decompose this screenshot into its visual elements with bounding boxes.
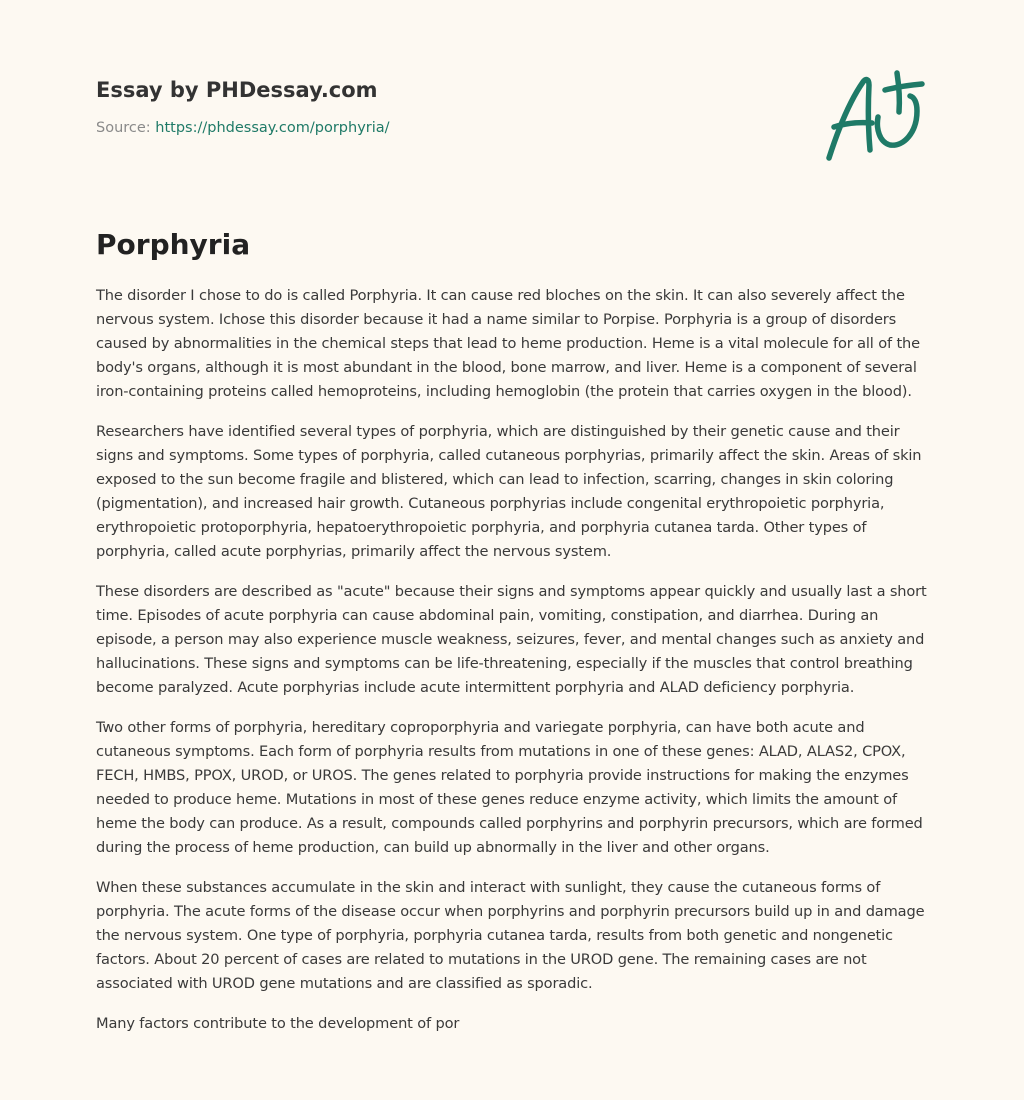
essay-body [96,284,932,1052]
essay-title: Porphyria [96,228,251,261]
essay-paragraph: Researchers have identified several types of porphyria, which are distinguished by their genetic cause and their signs and symptoms. Some types of porphyria, called cutaneous porphyrias, primarily affect the skin. Areas of skin exposed to the sun become fragile and blistered, which can lead to infection, scarring, changes in skin coloring (pigmentation), and increased hair growth. Cutaneous porphyrias include congenital erythropoietic porphyria, erythropoietic protoporphyria, hepatoerythropoietic porphyria, and porphyria cutanea tarda. Other types of porphyria, called acute porphyrias, primarily affect the nervous system. [96,423,922,560]
source-link[interactable]: https://phdessay.com/porphyria/ [155,120,390,136]
essay-paragraph: The disorder I chose to do is called Porphyria. It can cause red bloches on the skin. It can also severely affect the nervous system. Ichose this disorder because it had a name similar to Porpise. Porphyria is a group of disorders caused by abnormalities in the chemical steps that lead to heme production. Heme is a vital molecule for all of the body's organs, although it is most abundant in the blood, bone marrow, and liver. Heme is a component of several iron-containing proteins called hemoproteins, including hemoglobin (the protein that carries oxygen in the blood). [96,287,920,400]
source-label: Source: [96,120,151,136]
a-plus-logo-icon [822,66,926,166]
page-header [96,74,390,138]
essay-paragraph: Two other forms of porphyria, hereditary coproporphyria and variegate porphyria, can have both acute and cutaneous symptoms. Each form of porphyria results from mutations in one of these genes: ALAD, ALAS2, CPOX, FECH, HMBS, PPOX, UROD, or UROS. The genes related to porphyria provide instructions for making the enzymes needed to produce heme. Mutations in most of these genes reduce enzyme activity, which limits the amount of heme the body can produce. As a result, compounds called porphyrins and porphyrin precursors, which are formed during the process of heme production, can build up abnormally in the liver and other organs. [96,719,923,856]
essay-paragraph: Many factors contribute to the development of por [96,1015,460,1032]
source-line [96,118,390,138]
essay-paragraph: These disorders are described as "acute" because their signs and symptoms appear quickly and usually last a short time. Episodes of acute porphyria can cause abdominal pain, vomiting, constipation, and diarrhea. During an episode, a person may also experience muscle weakness, seizures, fever, and mental changes such as anxiety and hallucinations. These signs and symptoms can be life-threatening, especially if the muscles that control breathing become paralyzed. Acute porphyrias include acute intermittent porphyria and ALAD deficiency porphyria. [96,583,927,696]
essay-paragraph: When these substances accumulate in the skin and interact with sunlight, they cause the cutaneous forms of porphyria. The acute forms of the disease occur when porphyrins and porphyrin precursors build up in and damage the nervous system. One type of porphyria, porphyria cutanea tarda, results from both genetic and nongenetic factors. About 20 percent of cases are related to mutations in the UROD gene. The remaining cases are not associated with UROD gene mutations and are classified as sporadic. [96,879,925,992]
site-title: Essay by PHDessay.com [96,78,378,102]
